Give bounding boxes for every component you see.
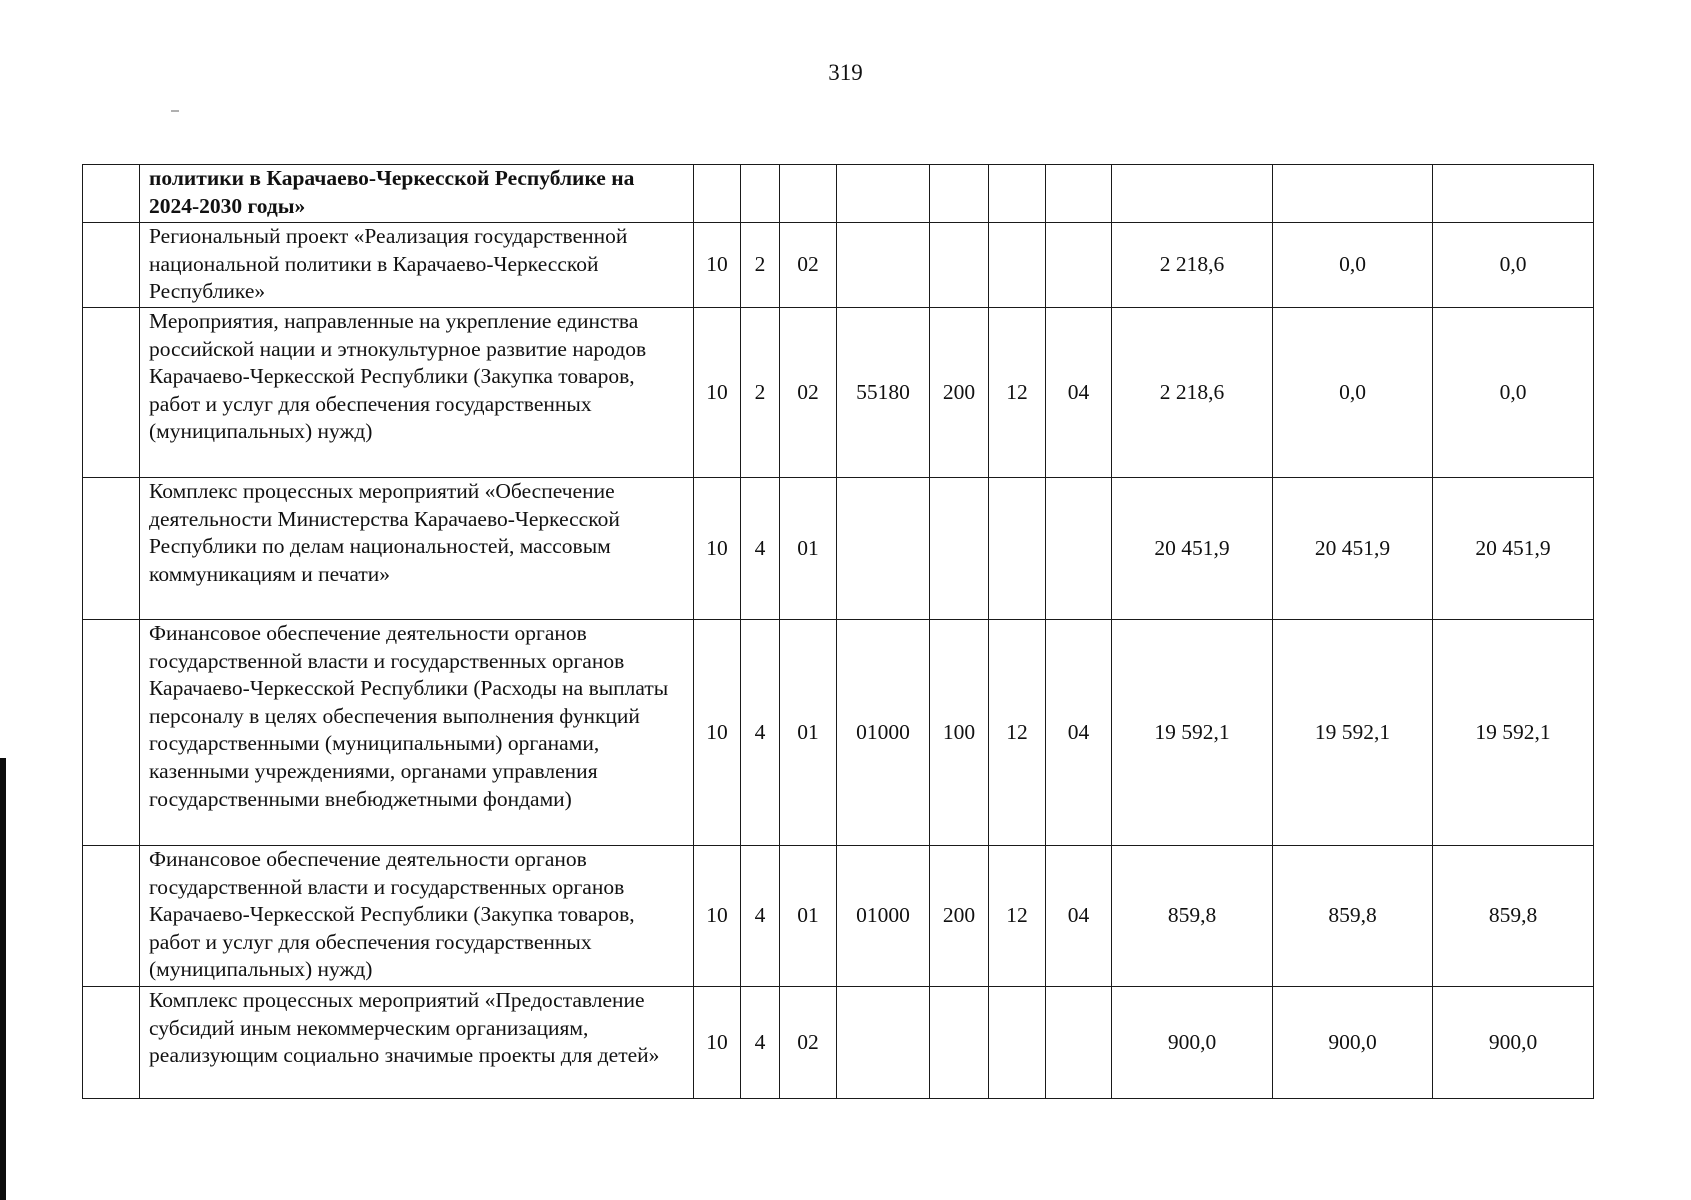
table-row (83, 846, 1594, 987)
program-code (780, 165, 837, 223)
table-row (83, 223, 1594, 308)
table-row (83, 308, 1594, 478)
subsection-code: 2 (741, 308, 780, 478)
subsection-code: 4 (741, 987, 780, 1099)
expense-type-code (930, 223, 989, 308)
direction-code: 01000 (837, 846, 930, 987)
direction-code (837, 165, 930, 223)
program-code: 02 (780, 987, 837, 1099)
expense-type-code: 200 (930, 308, 989, 478)
row-description: Комплекс процессных мероприятий «Обеспечение деятельности Министерства Карачаево-Черкесской Республики по делам национальностей, массовым коммуникациям и печати» (140, 478, 694, 620)
program-code: 01 (780, 846, 837, 987)
chapter-code (989, 223, 1046, 308)
amount-2026 (1433, 165, 1594, 223)
subsection-code: 4 (741, 620, 780, 846)
program-code: 01 (780, 478, 837, 620)
amount-2024: 859,8 (1112, 846, 1273, 987)
section-code: 10 (694, 846, 741, 987)
expense-type-code (930, 478, 989, 620)
amount-2024: 900,0 (1112, 987, 1273, 1099)
amount-2026: 0,0 (1433, 223, 1594, 308)
program-code: 02 (780, 308, 837, 478)
table-row (83, 165, 1594, 223)
amount-2024: 20 451,9 (1112, 478, 1273, 620)
amount-2025: 20 451,9 (1273, 478, 1433, 620)
row-number-cell (83, 308, 140, 478)
subchapter-code (1046, 987, 1112, 1099)
subchapter-code: 04 (1046, 846, 1112, 987)
direction-code: 55180 (837, 308, 930, 478)
scan-edge-mark (0, 758, 6, 1200)
row-description: Финансовое обеспечение деятельности органов государственной власти и государственных органов Карачаево-Черкесской Республики (Расходы на выплаты персоналу в целях обеспечения выполнения функций государственными (муниципальными) органами, казенными учреждениями, органами управления государственными внебюджетными фондами) (140, 620, 694, 846)
amount-2026: 19 592,1 (1433, 620, 1594, 846)
amount-2026: 0,0 (1433, 308, 1594, 478)
chapter-code: 12 (989, 846, 1046, 987)
program-code: 02 (780, 223, 837, 308)
amount-2024: 2 218,6 (1112, 308, 1273, 478)
subsection-code: 4 (741, 478, 780, 620)
row-number-cell (83, 165, 140, 223)
row-number-cell (83, 223, 140, 308)
scan-speck (171, 110, 179, 112)
amount-2025: 19 592,1 (1273, 620, 1433, 846)
amount-2024 (1112, 165, 1273, 223)
section-code: 10 (694, 478, 741, 620)
expense-type-code: 200 (930, 846, 989, 987)
page-number: 319 (828, 60, 863, 85)
amount-2026: 900,0 (1433, 987, 1594, 1099)
row-description: Комплекс процессных мероприятий «Предоставление субсидий иным некоммерческим организациям, реализующим социально значимые проекты для детей» (140, 987, 694, 1099)
subchapter-code (1046, 165, 1112, 223)
section-code (694, 165, 741, 223)
subsection-code: 4 (741, 846, 780, 987)
expense-type-code (930, 165, 989, 223)
chapter-code (989, 478, 1046, 620)
amount-2026: 859,8 (1433, 846, 1594, 987)
table-row (83, 620, 1594, 846)
program-code: 01 (780, 620, 837, 846)
subchapter-code: 04 (1046, 308, 1112, 478)
chapter-code (989, 165, 1046, 223)
expense-type-code (930, 987, 989, 1099)
direction-code (837, 223, 930, 308)
direction-code: 01000 (837, 620, 930, 846)
amount-2024: 2 218,6 (1112, 223, 1273, 308)
amount-2026: 20 451,9 (1433, 478, 1594, 620)
direction-code (837, 478, 930, 620)
subsection-code (741, 165, 780, 223)
section-code: 10 (694, 223, 741, 308)
row-description: Региональный проект «Реализация государственной национальной политики в Карачаево-Черкесской Республике» (140, 223, 694, 308)
direction-code (837, 987, 930, 1099)
amount-2024: 19 592,1 (1112, 620, 1273, 846)
table-row (83, 987, 1594, 1099)
subchapter-code (1046, 478, 1112, 620)
table-row (83, 478, 1594, 620)
amount-2025 (1273, 165, 1433, 223)
row-number-cell (83, 620, 140, 846)
section-code: 10 (694, 620, 741, 846)
subsection-code: 2 (741, 223, 780, 308)
row-number-cell (83, 987, 140, 1099)
amount-2025: 0,0 (1273, 308, 1433, 478)
amount-2025: 900,0 (1273, 987, 1433, 1099)
budget-table (82, 164, 1594, 1099)
row-description: Финансовое обеспечение деятельности органов государственной власти и государственных органов Карачаево-Черкесской Республики (Закупка товаров, работ и услуг для обеспечения государственных (муниципальных) нужд) (140, 846, 694, 987)
section-code: 10 (694, 308, 741, 478)
chapter-code (989, 987, 1046, 1099)
row-number-cell (83, 478, 140, 620)
row-number-cell (83, 846, 140, 987)
expense-type-code: 100 (930, 620, 989, 846)
subchapter-code: 04 (1046, 620, 1112, 846)
section-code: 10 (694, 987, 741, 1099)
chapter-code: 12 (989, 308, 1046, 478)
chapter-code: 12 (989, 620, 1046, 846)
row-description: политики в Карачаево-Черкесской Республике на 2024-2030 годы» (140, 165, 694, 223)
amount-2025: 859,8 (1273, 846, 1433, 987)
row-description: Мероприятия, направленные на укрепление единства российской нации и этнокультурное развитие народов Карачаево-Черкесской Республики (Закупка товаров, работ и услуг для обеспечения государственных (муниципальных) нужд) (140, 308, 694, 478)
subchapter-code (1046, 223, 1112, 308)
amount-2025: 0,0 (1273, 223, 1433, 308)
